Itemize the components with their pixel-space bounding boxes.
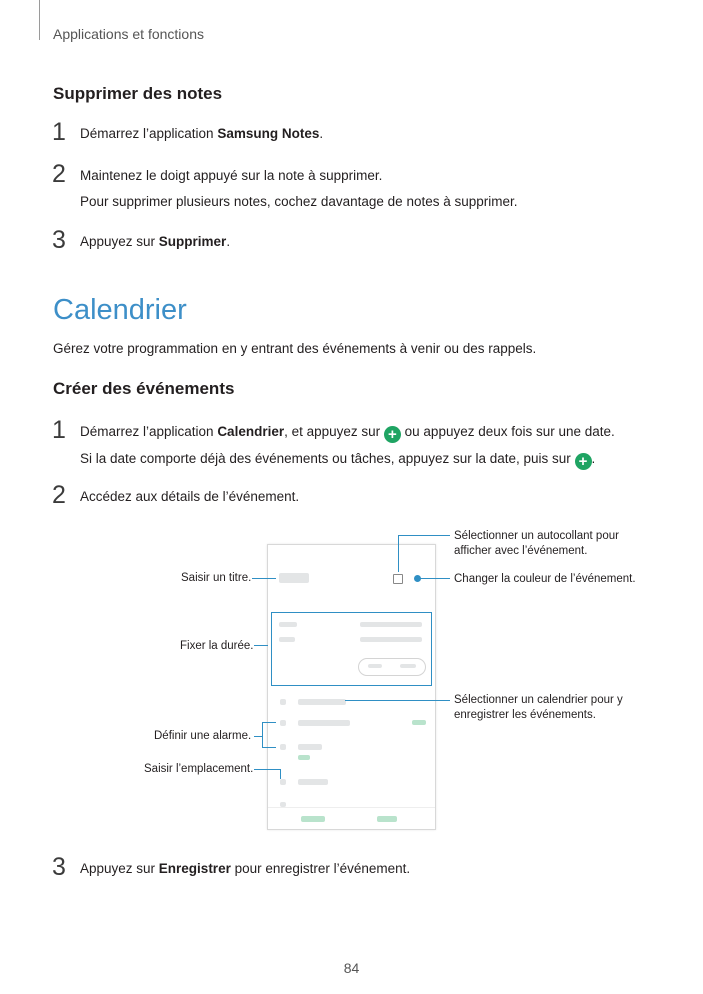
step-text: Appuyez sur Supprimer. — [80, 234, 231, 249]
callout-color: Changer la couleur de l’événement. — [454, 573, 636, 585]
section-header: Applications et fonctions — [53, 26, 204, 42]
step-subtext: Si la date comporte déjà des événements ou tâches, appuyez sur la date, puis sur + . — [80, 451, 596, 470]
end-value — [360, 637, 422, 642]
callout-line-alarm-top — [262, 722, 276, 723]
add-event-icon: + — [384, 426, 401, 443]
callout-line-title — [252, 578, 276, 579]
repeat-row-text — [298, 744, 322, 750]
add-event-icon: + — [575, 453, 592, 470]
page-number: 84 — [343, 960, 360, 976]
step-number: 3 — [52, 226, 66, 254]
callout-line-sticker-drop — [398, 535, 399, 572]
delete-notes-heading: Supprimer des notes — [53, 84, 223, 103]
alarm-row-value — [412, 720, 426, 725]
step-text: Maintenez le doigt appuyé sur la note à supprimer. — [80, 168, 383, 183]
step-text: Démarrez l’application Calendrier, et appuyez sur + ou appuyez deux fois sur une date. — [80, 424, 615, 443]
callout-line-color — [420, 578, 450, 579]
create-events-heading: Créer des événements — [53, 379, 235, 398]
callout-duration: Fixer la durée. — [180, 640, 254, 652]
calendar-intro: Gérez votre programmation en y entrant des événements à venir ou des rappels. — [53, 341, 537, 356]
start-value — [360, 622, 422, 627]
cancel-button-placeholder — [301, 816, 325, 822]
callout-title: Saisir un titre. — [181, 572, 252, 584]
alarm-row-icon — [280, 720, 286, 726]
end-label — [279, 637, 295, 642]
calendar-title: Calendrier — [53, 294, 187, 326]
repeat-row-icon — [280, 744, 286, 750]
callout-sticker: Sélectionner un autocollant pour afficher avec l’événement. — [454, 530, 619, 557]
step-number: 1 — [52, 416, 66, 444]
location-row-text — [298, 779, 328, 785]
step-subtext: Pour supprimer plusieurs notes, cochez davantage de notes à supprimer. — [80, 194, 518, 209]
callout-line-location — [254, 769, 280, 770]
calendar-row-text — [298, 699, 346, 705]
start-label — [279, 622, 297, 627]
callout-line-calendar — [345, 700, 450, 701]
toggle-left — [368, 664, 382, 668]
step-number: 2 — [52, 160, 66, 188]
step-number: 2 — [52, 481, 66, 509]
save-button-placeholder — [377, 816, 397, 822]
alarm-row-text — [298, 720, 350, 726]
sticker-icon — [393, 574, 403, 584]
callout-line-alarm — [254, 736, 262, 737]
step-text: Accédez aux détails de l’événement. — [80, 489, 300, 504]
calendar-row-icon — [280, 699, 286, 705]
step-text: Appuyez sur Enregistrer pour enregistrer l’événement. — [80, 861, 411, 876]
callout-alarm: Définir une alarme. — [154, 730, 252, 742]
callout-location: Saisir l’emplacement. — [144, 763, 254, 775]
callout-line-alarm-bottom — [262, 747, 276, 748]
callout-line-location-drop — [280, 769, 281, 779]
callout-line-duration — [254, 645, 268, 646]
bottom-divider — [268, 807, 435, 808]
step-text: Démarrez l’application Samsung Notes. — [80, 126, 324, 141]
event-details-screenshot — [267, 544, 436, 830]
location-row-icon — [280, 779, 286, 785]
header-rule — [39, 0, 40, 40]
event-color-dot — [414, 575, 421, 582]
title-placeholder — [279, 573, 309, 583]
repeat-row-value — [298, 755, 310, 760]
toggle-right — [400, 664, 416, 668]
callout-calendar: Sélectionner un calendrier pour y enregistrer les événements. — [454, 694, 623, 721]
callout-line-sticker — [398, 535, 450, 536]
callout-line-alarm-vertical — [262, 722, 263, 748]
step-number: 3 — [52, 853, 66, 881]
step-number: 1 — [52, 118, 66, 146]
